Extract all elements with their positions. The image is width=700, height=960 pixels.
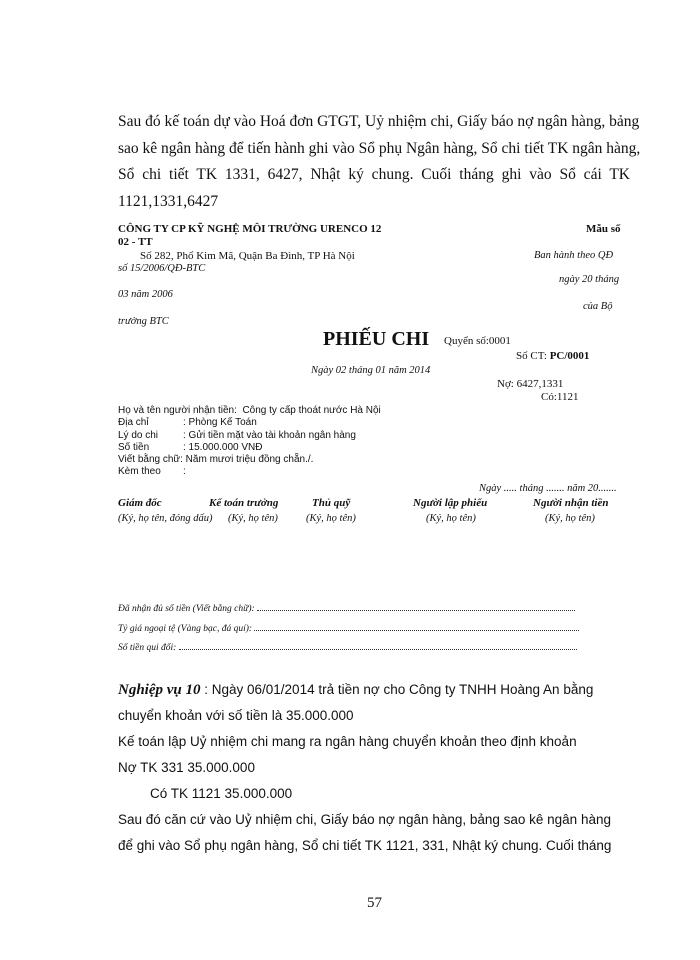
op10-line6: Sau đó căn cứ vào Uỷ nhiệm chi, Giấy báo nợ ngân hàng, bảng sao kê ngân hàng bbox=[118, 812, 611, 827]
intro-line: 1121,1331,6427 bbox=[118, 192, 219, 210]
voucher-date: Ngày 02 tháng 01 năm 2014 bbox=[311, 365, 431, 376]
debit-accounts: Nợ: 6427,1331 bbox=[497, 378, 564, 390]
signer-role: Kế toán trưởng bbox=[209, 497, 279, 509]
dotted-line bbox=[254, 621, 579, 631]
field-value: Công ty cấp thoát nước Hà Nội bbox=[242, 405, 381, 416]
op10-line7: để ghi vào Sổ phụ ngân hàng, Sổ chi tiết TK 1121, 331, Nhật ký chung. Cuối tháng bbox=[118, 838, 612, 853]
decree-line: ngày 20 tháng bbox=[559, 274, 620, 285]
signer-role: Người nhận tiền bbox=[533, 497, 609, 509]
field-label: Kèm theo bbox=[118, 466, 161, 478]
signer-note: (Ký, họ tên, đóng dấu) bbox=[118, 513, 213, 524]
form-code: 02 - TT bbox=[118, 236, 153, 248]
received-amount-line bbox=[118, 601, 575, 614]
book-number: Quyển số:0001 bbox=[444, 335, 511, 347]
decree-line: của Bộ bbox=[583, 301, 613, 312]
op10-heading: Nghiệp vụ 10 bbox=[118, 682, 201, 698]
signer-note: (Ký, họ tên) bbox=[228, 513, 278, 524]
field-value: : Gửi tiền mặt vào tài khoản ngân hàng bbox=[183, 429, 356, 441]
intro-line: Sổ chi tiết TK 1331, 6427, Nhật ký chung. Cuối tháng ghi vào Sổ cái TK bbox=[118, 166, 630, 183]
field-amount bbox=[118, 442, 381, 454]
intro-line: sao kê ngân hàng để tiến hành ghi vào Sổ phụ Ngân hàng, Sổ chi tiết TK ngân hàng, bbox=[118, 139, 641, 157]
field-amount-words bbox=[118, 454, 381, 466]
line-label: Số tiền qui đổi: bbox=[118, 643, 177, 653]
field-label: Lý do chi bbox=[118, 429, 159, 441]
field-reason bbox=[118, 430, 381, 442]
field-address bbox=[118, 417, 381, 429]
field-label: Viết bằng chữ: bbox=[118, 454, 183, 466]
company-address: Số 282, Phố Kim Mã, Quận Ba Đình, TP Hà Nội bbox=[140, 250, 355, 262]
decree-line: số 15/2006/QĐ-BTC bbox=[118, 263, 206, 274]
voucher-fields bbox=[118, 405, 381, 479]
op10-credit: Có TK 1121 35.000.000 bbox=[150, 786, 293, 801]
form-label: Mẫu số bbox=[586, 223, 621, 235]
intro-line: Sau đó kế toán dự vào Hoá đơn GTGT, Uỷ nhiệm chi, Giấy báo nợ ngân hàng, bảng bbox=[118, 113, 640, 130]
decree-line: 03 năm 2006 bbox=[118, 289, 173, 300]
op10-line2: chuyển khoản với số tiền là 35.000.000 bbox=[118, 708, 354, 723]
op10-line1 bbox=[118, 682, 593, 699]
field-value: : bbox=[183, 466, 186, 478]
signer-note: (Ký, họ tên) bbox=[426, 513, 476, 524]
sign-date: Ngày ..... tháng ....... năm 20....... bbox=[479, 483, 617, 494]
decree-line: Ban hành theo QĐ bbox=[534, 250, 614, 261]
field-value: Năm mươi triệu đồng chẵn./. bbox=[185, 454, 314, 466]
line-label: Tỷ giá ngoại tệ (Vàng bạc, đá quí): bbox=[118, 624, 253, 634]
page-number: 57 bbox=[367, 895, 382, 911]
intro-paragraph bbox=[118, 109, 641, 215]
credit-accounts: Có:1121 bbox=[541, 391, 579, 403]
signer-note: (Ký, họ tên) bbox=[306, 513, 356, 524]
ct-value: PC/0001 bbox=[549, 350, 590, 362]
signer-note: (Ký, họ tên) bbox=[545, 513, 595, 524]
ct-number bbox=[516, 350, 589, 362]
signer-role: Thủ quỹ bbox=[312, 497, 351, 509]
op10-debit: Nợ TK 331 35.000.000 bbox=[118, 760, 255, 775]
dotted-line bbox=[179, 640, 577, 650]
line-label: Đã nhận đủ số tiền (Viết bằng chữ): bbox=[118, 604, 255, 614]
voucher-title: PHIẾU CHI bbox=[323, 328, 430, 350]
op10-line3: Kế toán lập Uỷ nhiệm chi mang ra ngân hàng chuyển khoản theo định khoản bbox=[118, 734, 577, 749]
field-recipient bbox=[118, 405, 381, 417]
signer-role: Người lập phiếu bbox=[413, 497, 488, 509]
field-label: Họ và tên người nhận tiền: bbox=[118, 405, 237, 416]
signer-role: Giám đốc bbox=[118, 497, 162, 509]
company-name: CÔNG TY CP KỸ NGHỆ MÔI TRƯỜNG URENCO 12 bbox=[118, 223, 382, 235]
field-value: : 15.000.000 VNĐ bbox=[183, 441, 263, 453]
op10-text: : Ngày 06/01/2014 trả tiền nợ cho Công ty TNHH Hoàng An bằng bbox=[200, 682, 594, 697]
converted-amount-line bbox=[118, 640, 577, 653]
exchange-rate-line bbox=[118, 621, 579, 634]
decree-line: trưởng BTC bbox=[118, 316, 169, 327]
field-label: Địa chỉ bbox=[118, 417, 149, 429]
field-attachments bbox=[118, 466, 381, 478]
ct-label: Số CT: bbox=[516, 350, 547, 362]
field-label: Số tiền bbox=[118, 441, 150, 453]
dotted-line bbox=[257, 601, 575, 611]
field-value: : Phòng Kế Toán bbox=[183, 417, 257, 429]
